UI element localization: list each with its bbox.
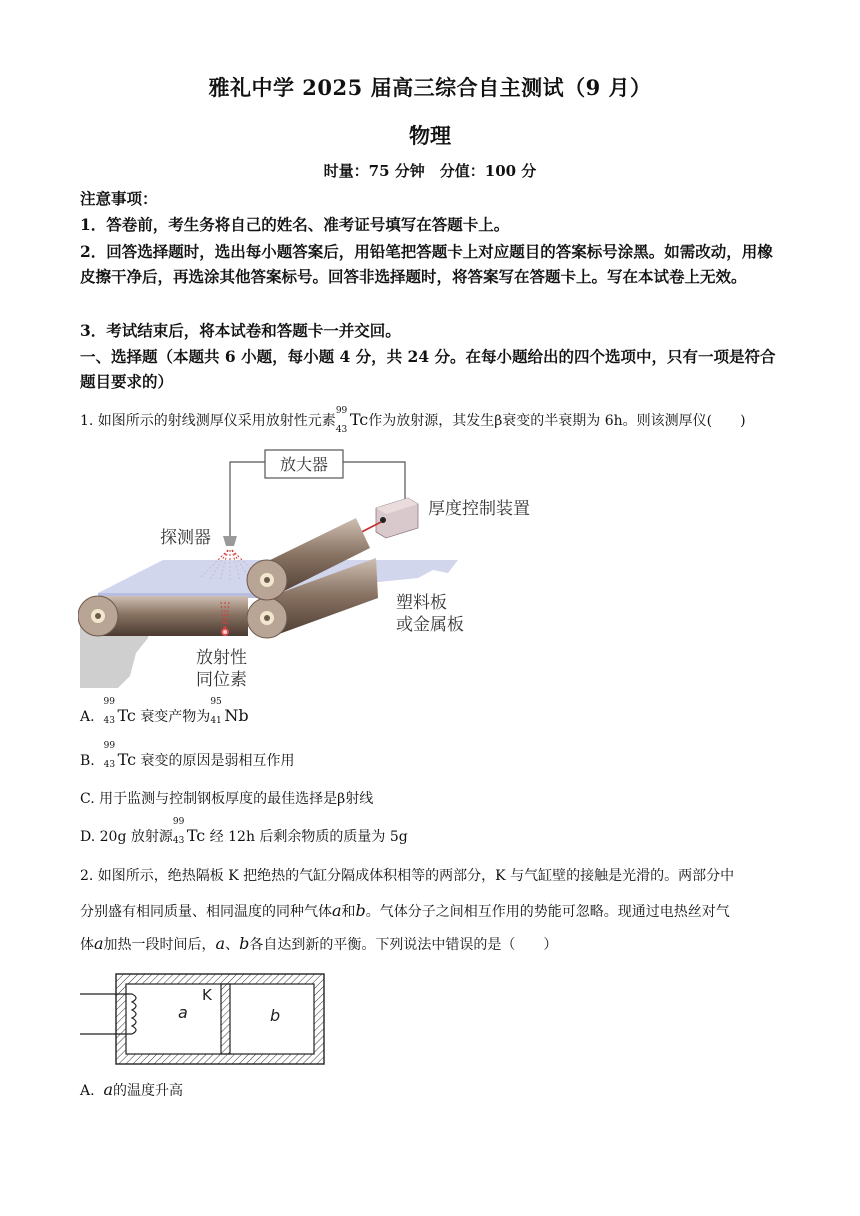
note-2: 2．回答选择题时，选出每小题答案后，用铅笔把答题卡上对应题目的答案标号涂黑。如需改动，用橡皮擦干净后，再选涂其他答案标号。回答非选择题时，将答案写在答题卡上。写在本试卷上无效。 (80, 242, 773, 286)
q1-option-d: D. 20g 放射源 99 43 Tc 经 12h 后剩余物质的质量为 5g (80, 817, 408, 846)
plate-label-2: 或金属板 (396, 615, 464, 635)
nuclide-tc: 99 43 Tc (335, 406, 369, 435)
thickness-gauge-figure (78, 448, 558, 698)
partition-k (221, 984, 230, 1054)
thickness-control-label: 厚度控制装置 (428, 499, 530, 519)
question-2-line-3: 体a加热一段时间后，a、b各自达到新的平衡。下列说法中错误的是（ ） (80, 934, 558, 953)
source-label-1: 放射性 (196, 648, 247, 668)
exam-title: 雅礼中学 2025 届高三综合自主测试（9 月） (208, 75, 652, 100)
q2-option-a: A. a的温度升高 (80, 1080, 184, 1099)
label-b: b (270, 1006, 281, 1025)
q1-option-b: B. 99 43 Tc 衰变的原因是弱相互作用 (80, 741, 295, 770)
section-heading: 一、选择题（本题共 6 小题，每小题 4 分，共 24 分。在每小题给出的四个选项中，只有一项是符合题目要求的） (80, 347, 776, 391)
time-info: 时量：75 分钟 分值：100 分 (323, 162, 537, 180)
subject-title: 物理 (409, 123, 451, 148)
note-3: 3．考试结束后，将本试卷和答题卡一并交回。 (80, 321, 401, 340)
label-a: a (178, 1003, 188, 1022)
question-1-stem: 1. 如图所示的射线测厚仪采用放射性元素 99 43 Tc作为放射源，其发生β衰变的半衰期为 6h。则该测厚仪( ) (80, 406, 746, 435)
note-1: 1．答卷前，考生务将自己的姓名、准考证号填写在答题卡上。 (80, 215, 510, 234)
amplifier-label: 放大器 (279, 455, 329, 474)
cylinder-figure (80, 968, 330, 1070)
q1-option-a: A. 99 43 Tc 衰变产物为 95 41 Nb (80, 697, 249, 726)
plate-label-1: 塑料板 (396, 593, 447, 613)
source-label-2: 同位素 (196, 670, 247, 690)
q1-option-c: C. 用于监测与控制钢板厚度的最佳选择是β射线 (80, 791, 374, 807)
question-2-line-1: 2. 如图所示，绝热隔板 K 把绝热的气缸分隔成体积相等的两部分，K 与气缸壁的接触是光滑的。两部分中 (80, 868, 735, 884)
detector-label: 探测器 (160, 528, 211, 548)
label-k: K (202, 986, 212, 1004)
question-2-line-2: 分别盛有相同质量、相同温度的同种气体a和b。气体分子之间相互作用的势能可忽略。现通过电热丝对气 (80, 901, 730, 920)
notes-heading: 注意事项： (80, 189, 158, 208)
